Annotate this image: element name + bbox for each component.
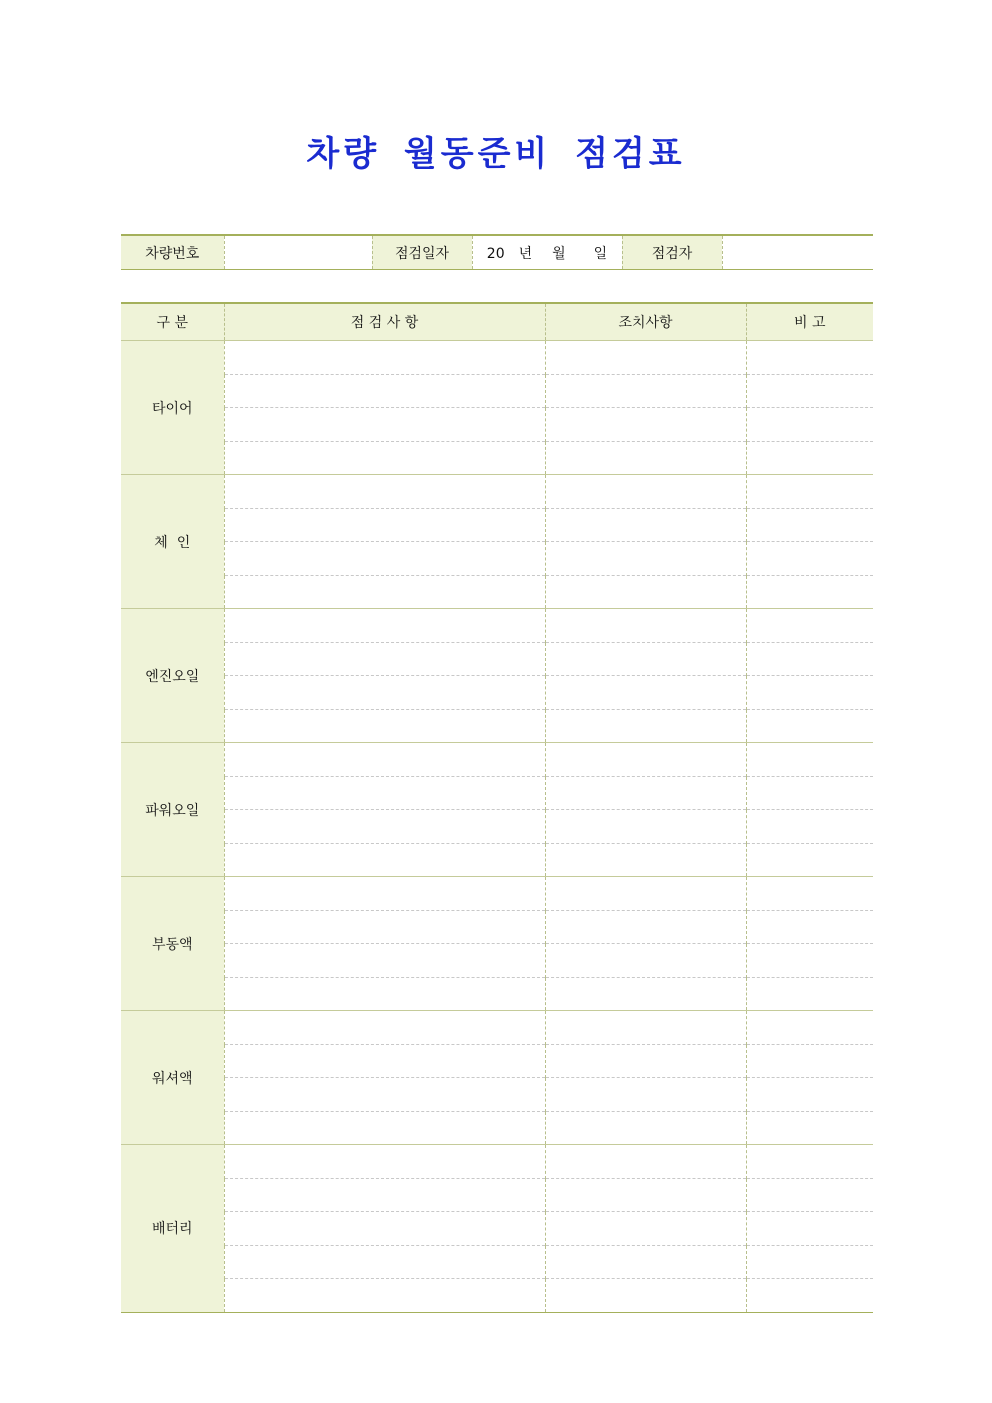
check-item-cell[interactable] (224, 609, 545, 643)
table-row (121, 743, 873, 777)
header-remarks: 비 고 (746, 303, 873, 341)
remark-cell[interactable] (746, 642, 873, 676)
remark-cell[interactable] (746, 1279, 873, 1313)
check-item-cell[interactable] (224, 1279, 545, 1313)
check-item-cell[interactable] (224, 341, 545, 375)
category-label: 체 인 (121, 475, 224, 609)
check-item-cell[interactable] (224, 877, 545, 911)
check-item-cell[interactable] (224, 1145, 545, 1179)
action-cell[interactable] (545, 1245, 746, 1279)
table-row (121, 1178, 873, 1212)
category-label: 파워오일 (121, 743, 224, 877)
inspection-table (121, 302, 873, 1313)
remark-cell[interactable] (746, 1111, 873, 1145)
table-row (121, 944, 873, 978)
category-label: 부동액 (121, 877, 224, 1011)
inspector-field[interactable] (722, 235, 873, 270)
table-row (121, 1279, 873, 1313)
check-item-cell[interactable] (224, 1011, 545, 1045)
table-row (121, 1111, 873, 1145)
table-row (121, 542, 873, 576)
check-item-cell[interactable] (224, 1212, 545, 1246)
remark-cell[interactable] (746, 1078, 873, 1112)
action-cell[interactable] (545, 1212, 746, 1246)
date-month-unit: 월 (552, 245, 566, 262)
check-item-cell[interactable] (224, 1245, 545, 1279)
category-label: 타이어 (121, 341, 224, 475)
remark-cell[interactable] (746, 441, 873, 475)
remark-cell[interactable] (746, 877, 873, 911)
table-row (121, 1212, 873, 1246)
category-label: 엔진오일 (121, 609, 224, 743)
table-row (121, 877, 873, 911)
check-item-cell[interactable] (224, 441, 545, 475)
inspector-label: 점검자 (622, 235, 722, 270)
check-item-cell[interactable] (224, 542, 545, 576)
check-item-cell[interactable] (224, 776, 545, 810)
action-cell[interactable] (545, 542, 746, 576)
table-row (121, 609, 873, 643)
check-item-cell[interactable] (224, 1178, 545, 1212)
action-cell[interactable] (545, 910, 746, 944)
table-row (121, 776, 873, 810)
table-row (121, 910, 873, 944)
action-cell[interactable] (545, 877, 746, 911)
remark-cell[interactable] (746, 609, 873, 643)
table-row (121, 1044, 873, 1078)
category-label: 워셔액 (121, 1011, 224, 1145)
page-title: 차량 월동준비 점검표 (306, 134, 686, 174)
action-cell[interactable] (545, 508, 746, 542)
info-table (121, 234, 873, 270)
action-cell[interactable] (545, 374, 746, 408)
check-item-cell[interactable] (224, 575, 545, 609)
remark-cell[interactable] (746, 1212, 873, 1246)
date-day-unit: 일 (593, 245, 608, 262)
remark-cell[interactable] (746, 575, 873, 609)
inspection-date-label: 점검일자 (372, 235, 472, 270)
remark-cell[interactable] (746, 776, 873, 810)
check-item-cell[interactable] (224, 743, 545, 777)
remark-cell[interactable] (746, 475, 873, 509)
table-row (121, 408, 873, 442)
inspection-body (121, 341, 873, 1313)
check-item-cell[interactable] (224, 408, 545, 442)
table-row (121, 709, 873, 743)
action-cell[interactable] (545, 977, 746, 1011)
action-cell[interactable] (545, 944, 746, 978)
remark-cell[interactable] (746, 709, 873, 743)
action-cell[interactable] (545, 810, 746, 844)
action-cell[interactable] (545, 843, 746, 877)
check-item-cell[interactable] (224, 374, 545, 408)
action-cell[interactable] (545, 475, 746, 509)
check-item-cell[interactable] (224, 642, 545, 676)
remark-cell[interactable] (746, 1145, 873, 1179)
action-cell[interactable] (545, 743, 746, 777)
remark-cell[interactable] (746, 944, 873, 978)
check-item-cell[interactable] (224, 676, 545, 710)
action-cell[interactable] (545, 1078, 746, 1112)
check-item-cell[interactable] (224, 944, 545, 978)
action-cell[interactable] (545, 1111, 746, 1145)
action-cell[interactable] (545, 341, 746, 375)
check-item-cell[interactable] (224, 843, 545, 877)
table-row (121, 1145, 873, 1179)
action-cell[interactable] (545, 441, 746, 475)
table-row (121, 374, 873, 408)
check-item-cell[interactable] (224, 1044, 545, 1078)
check-item-cell[interactable] (224, 810, 545, 844)
remark-cell[interactable] (746, 977, 873, 1011)
check-item-cell[interactable] (224, 1111, 545, 1145)
action-cell[interactable] (545, 1279, 746, 1313)
header-check-items: 점 검 사 항 (224, 303, 545, 341)
table-row (121, 977, 873, 1011)
remark-cell[interactable] (746, 843, 873, 877)
check-item-cell[interactable] (224, 508, 545, 542)
remark-cell[interactable] (746, 910, 873, 944)
check-item-cell[interactable] (224, 977, 545, 1011)
remark-cell[interactable] (746, 341, 873, 375)
date-prefix: 20 (486, 245, 505, 262)
check-item-cell[interactable] (224, 1078, 545, 1112)
remark-cell[interactable] (746, 676, 873, 710)
table-row (121, 508, 873, 542)
action-cell[interactable] (545, 1044, 746, 1078)
table-row (121, 642, 873, 676)
table-row (121, 1245, 873, 1279)
action-cell[interactable] (545, 676, 746, 710)
remark-cell[interactable] (746, 542, 873, 576)
table-row (121, 441, 873, 475)
table-row (121, 1011, 873, 1045)
table-row (121, 810, 873, 844)
header-row (121, 303, 873, 341)
table-row (121, 341, 873, 375)
header-category: 구 분 (121, 303, 224, 341)
table-row (121, 843, 873, 877)
action-cell[interactable] (545, 642, 746, 676)
action-cell[interactable] (545, 1011, 746, 1045)
vehicle-number-label: 차량번호 (121, 235, 224, 270)
table-row (121, 676, 873, 710)
remark-cell[interactable] (746, 743, 873, 777)
remark-cell[interactable] (746, 374, 873, 408)
header-actions: 조치사항 (545, 303, 746, 341)
vehicle-number-field[interactable] (224, 235, 372, 270)
action-cell[interactable] (545, 776, 746, 810)
check-item-cell[interactable] (224, 709, 545, 743)
category-label: 배터리 (121, 1145, 224, 1313)
action-cell[interactable] (545, 1145, 746, 1179)
remark-cell[interactable] (746, 810, 873, 844)
action-cell[interactable] (545, 575, 746, 609)
date-year-unit: 년 (518, 245, 533, 262)
remark-cell[interactable] (746, 1245, 873, 1279)
action-cell[interactable] (545, 609, 746, 643)
remark-cell[interactable] (746, 1044, 873, 1078)
check-item-cell[interactable] (224, 475, 545, 509)
table-row (121, 1078, 873, 1112)
table-row (121, 475, 873, 509)
action-cell[interactable] (545, 709, 746, 743)
remark-cell[interactable] (746, 1178, 873, 1212)
table-row (121, 575, 873, 609)
action-cell[interactable] (545, 408, 746, 442)
inspection-date-field[interactable] (472, 235, 622, 270)
remark-cell[interactable] (746, 508, 873, 542)
action-cell[interactable] (545, 1178, 746, 1212)
remark-cell[interactable] (746, 1011, 873, 1045)
check-item-cell[interactable] (224, 910, 545, 944)
remark-cell[interactable] (746, 408, 873, 442)
